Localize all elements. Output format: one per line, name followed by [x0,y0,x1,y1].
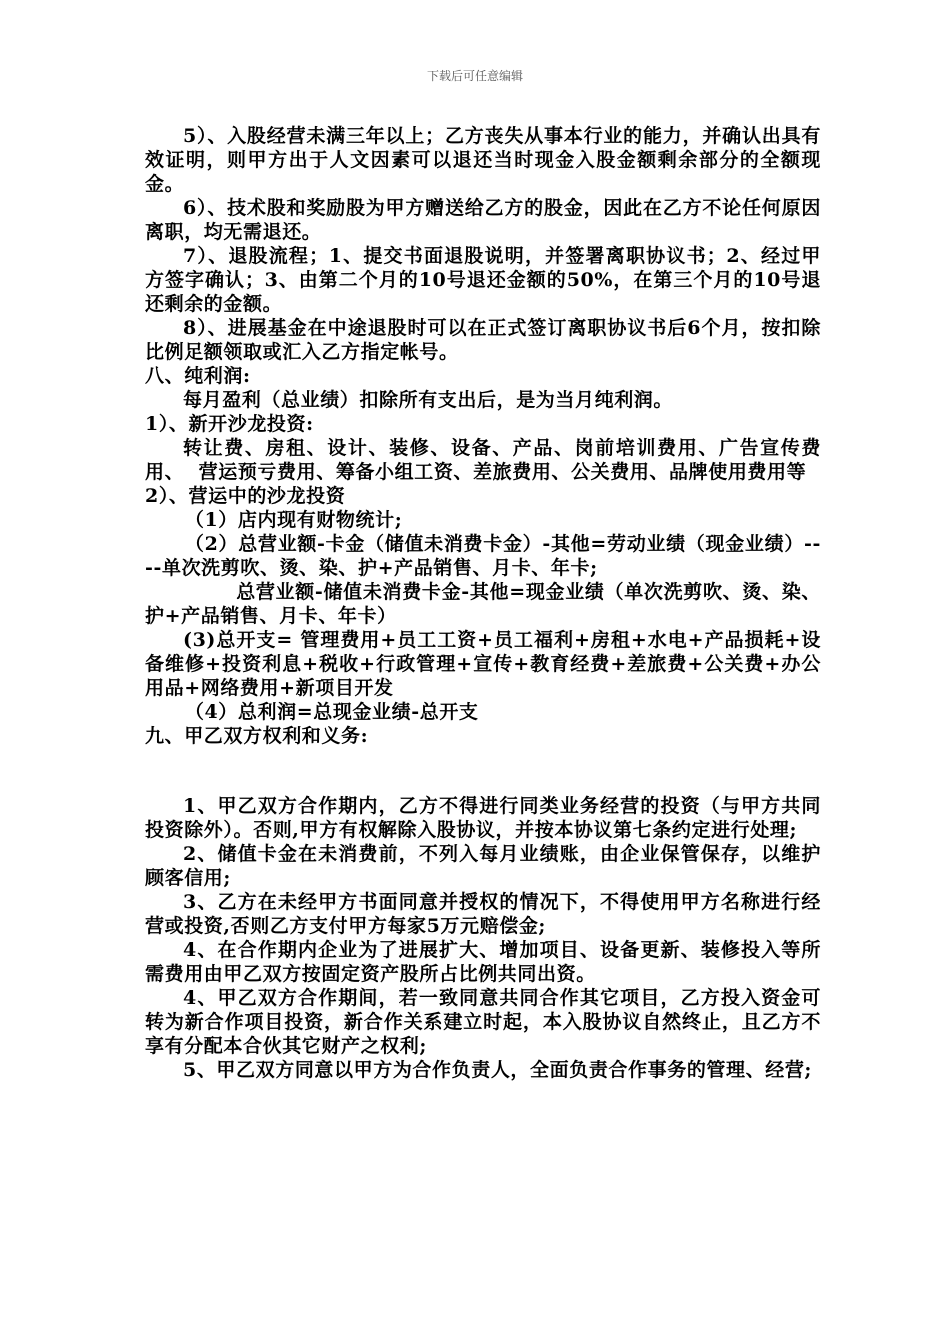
document-body [145,124,821,1082]
blank-line [145,748,821,794]
paragraph-rights-5: 5、甲乙双方同意以甲方为合作负责人，全面负责合作事务的管理、经营; [183,1059,813,1081]
paragraph-withdraw-7: 7）、退股流程；1、提交书面退股说明，并签署离职协议书；2、经过甲方签字确认；3、由第二个月的10号退还金额的50%，在第三个月的10号退还剩余的金额。 [145,245,821,315]
paragraph-withdraw-5: 5）、入股经营未满三年以上；乙方丧失从事本行业的能力，并确认出具有效证明，则甲方出于人文因素可以退还当时现金入股金额剩余部分的全额现金。 [145,125,821,195]
paragraph-item-1: （1）店内现有财物统计; [184,509,403,531]
paragraph-rights-1: 1、甲乙双方合作期内，乙方不得进行同类业务经营的投资（与甲方共同投资除外）。否则,甲方有权解除入股协议，并按本协议第七条约定进行处理; [145,795,821,841]
paragraph-item-3: (3)总开支= 管理费用+员工工资+员工福利+房租+水电+产品损耗+设备维修+投资利息+税收+行政管理+宣传+教育经费+差旅费+公关费+办公用品+网络费用+新项目开发 [145,629,821,699]
paragraph-rights-4a: 4、在合作期内企业为了进展扩大、增加项目、设备更新、装修投入等所需费用由甲乙双方按固定资产股所占比例共同出资。 [145,939,821,985]
paragraph-item-2-formula: 总营业额-储值未消费卡金-其他=现金业绩（单次洗剪吹、烫、染、护+产品销售、月卡、年卡） [145,581,821,627]
page-header: 下载后可任意编辑 [426,69,523,83]
paragraph-new-salon-costs: 转让费、房租、设计、装修、设备、产品、岗前培训费用、广告宣传费用、 营运预亏费用、筹备小组工资、差旅费用、公关费用、品牌使用费用等 [145,437,821,483]
section-heading-8: 八、纯利润: [145,365,251,387]
paragraph-item-4: （4）总利润=总现金业绩-总开支 [184,701,479,723]
subheading-operating-salon: 2）、营运中的沙龙投资 [145,485,346,507]
paragraph-net-profit: 每月盈利（总业绩）扣除所有支出后，是为当月纯利润。 [183,389,674,411]
section-heading-9: 九、甲乙双方权利和义务: [145,725,369,747]
subheading-new-salon: 1）、新开沙龙投资: [145,413,314,435]
paragraph-rights-3: 3、乙方在未经甲方书面同意并授权的情况下，不得使用甲方名称进行经营或投资,否则乙方支付甲方每家5万元赔偿金; [145,891,821,937]
paragraph-rights-2: 2、储值卡金在未消费前，不列入每月业绩账，由企业保管保存，以维护顾客信用; [145,843,821,889]
paragraph-item-2: （2）总营业额-卡金（储值未消费卡金）-其他=劳动业绩（现金业绩）----单次洗剪吹、烫、染、护+产品销售、月卡、年卡; [145,533,821,579]
paragraph-withdraw-8: 8）、进展基金在中途退股时可以在正式签订离职协议书后6个月，按扣除比例足额领取或汇入乙方指定帐号。 [145,317,821,363]
paragraph-withdraw-6: 6）、技术股和奖励股为甲方赠送给乙方的股金，因此在乙方不论任何原因离职，均无需退还。 [145,197,821,243]
paragraph-rights-4b: 4、甲乙双方合作期间，若一致同意共同合作其它项目，乙方投入资金可转为新合作项目投资，新合作关系建立时起，本入股协议自然终止，且乙方不享有分配本合伙其它财产之权利; [145,987,821,1057]
